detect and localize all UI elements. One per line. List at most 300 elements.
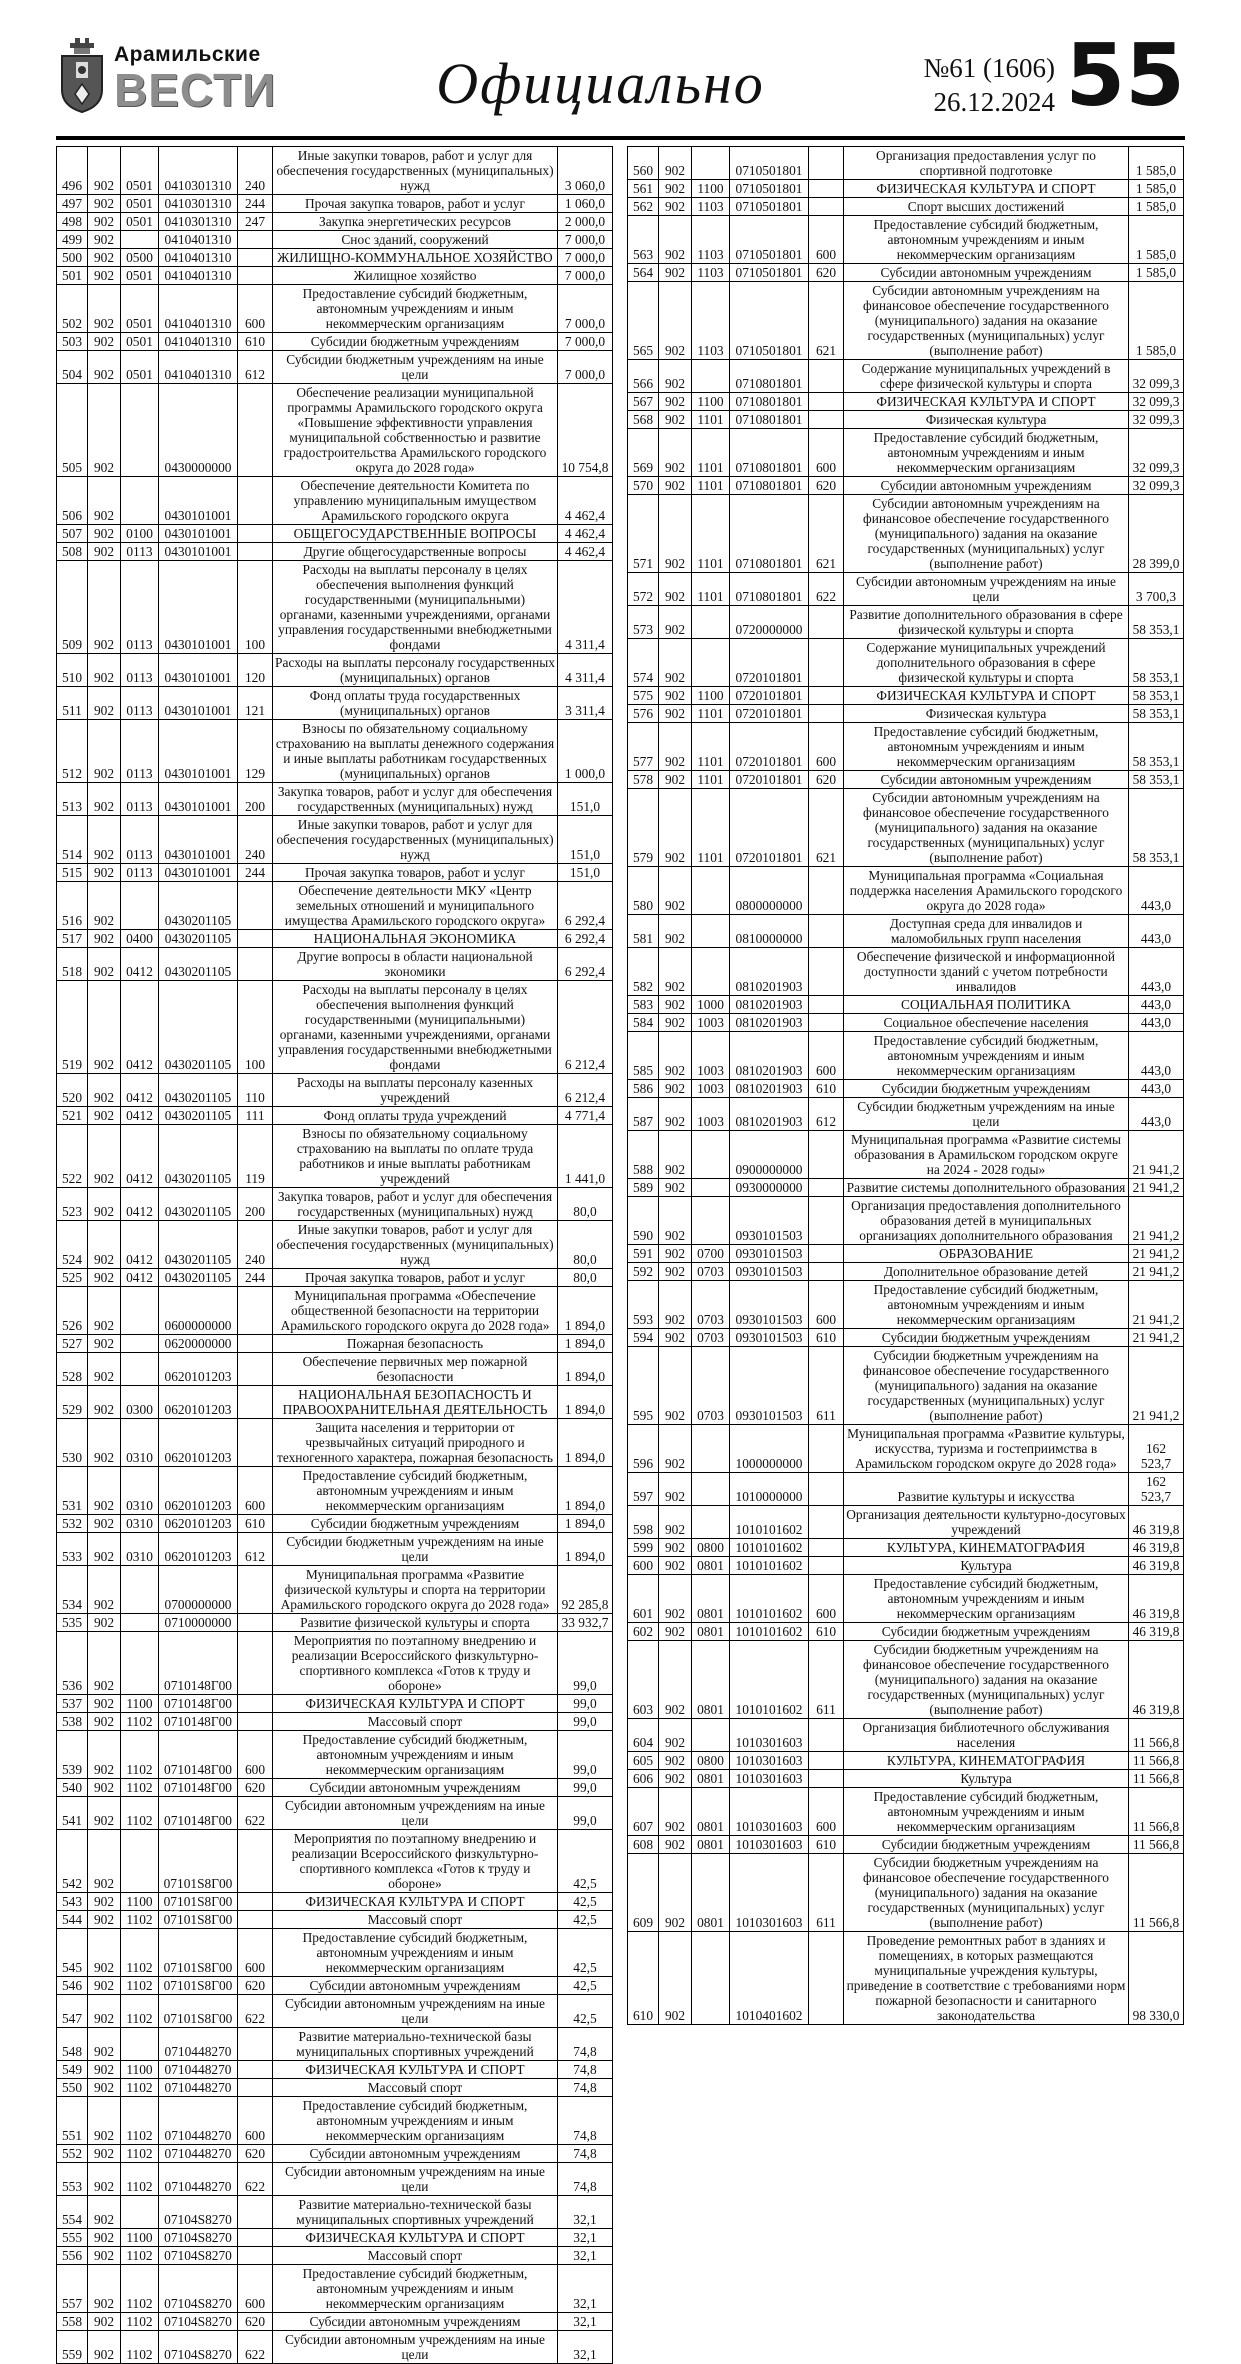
amount-cell: 21 941,2 [1129,1263,1184,1281]
amount-cell: 4 462,4 [558,543,613,561]
budget-table-right [627,146,1184,2025]
table-row [628,1032,1184,1080]
row-number-cell: 507 [57,525,88,543]
amount-cell: 443,0 [1129,1080,1184,1098]
amount-cell: 11 566,8 [1129,1788,1184,1836]
amount-cell: 11 566,8 [1129,1770,1184,1788]
expense-type-cell [238,2028,273,2061]
table-row [57,384,613,477]
table-row [57,1353,613,1386]
expense-type-cell: 600 [809,723,844,771]
grbs-code-cell: 902 [659,198,692,216]
expense-name-cell: Субсидии бюджетным учреждениям на финансовое обеспечение государственного (муниципального) задания на оказание государственных (муниципальных) услуг (выполнение работ) [844,1854,1129,1932]
section-code-cell: 0310 [121,1515,159,1533]
expense-name-cell: Муниципальная программа «Социальная поддержка населения Арамильского городского округа до 2028 года» [844,867,1129,915]
row-number-cell: 580 [628,867,659,915]
expense-type-cell: 622 [238,2163,273,2196]
row-number-cell: 497 [57,195,88,213]
expense-type-cell: 121 [238,687,273,720]
amount-cell: 46 319,8 [1129,1506,1184,1539]
section-code-cell: 1102 [121,2079,159,2097]
table-row [57,654,613,687]
target-article-cell: 0800000000 [730,867,809,915]
section-code-cell: 0501 [121,147,159,195]
row-number-cell: 573 [628,606,659,639]
expense-type-cell [809,147,844,180]
grbs-code-cell: 902 [659,1539,692,1557]
expense-type-cell: 612 [809,1098,844,1131]
section-code-cell: 0800 [692,1539,730,1557]
section-code-cell: 0700 [692,1245,730,1263]
expense-type-cell [809,1539,844,1557]
row-number-cell: 561 [628,180,659,198]
section-code-cell: 1102 [121,1995,159,2028]
expense-type-cell [238,948,273,981]
grbs-code-cell: 902 [88,384,121,477]
grbs-code-cell: 902 [88,2028,121,2061]
target-article-cell: 0620000000 [159,1335,238,1353]
expense-name-cell: ФИЗИЧЕСКАЯ КУЛЬТУРА И СПОРТ [273,1893,558,1911]
row-number-cell: 534 [57,1566,88,1614]
grbs-code-cell: 902 [88,1779,121,1797]
amount-cell: 162 523,7 [1129,1425,1184,1473]
grbs-code-cell: 902 [88,2196,121,2229]
section-code-cell [121,2196,159,2229]
target-article-cell: 0810201903 [730,1080,809,1098]
expense-type-cell: 100 [238,981,273,1074]
target-article-cell: 1010101602 [730,1623,809,1641]
target-article-cell: 0710501801 [730,198,809,216]
section-code-cell: 0703 [692,1329,730,1347]
amount-cell: 99,0 [558,1731,613,1779]
amount-cell: 21 941,2 [1129,1131,1184,1179]
row-number-cell: 515 [57,864,88,882]
table-row [57,2079,613,2097]
expense-type-cell [238,1287,273,1335]
grbs-code-cell: 902 [659,1506,692,1539]
expense-type-cell: 247 [238,213,273,231]
target-article-cell: 0430101001 [159,654,238,687]
target-article-cell: 0720101801 [730,687,809,705]
expense-name-cell: Субсидии автономным учреждениям [844,477,1129,495]
expense-type-cell: 129 [238,720,273,783]
section-code-cell: 0412 [121,948,159,981]
row-number-cell: 557 [57,2265,88,2313]
expense-name-cell: НАЦИОНАЛЬНАЯ ЭКОНОМИКА [273,930,558,948]
amount-cell: 74,8 [558,2079,613,2097]
expense-type-cell: 110 [238,1074,273,1107]
grbs-code-cell: 902 [659,393,692,411]
expense-type-cell: 600 [809,429,844,477]
grbs-code-cell: 902 [659,1281,692,1329]
target-article-cell: 0710148Г00 [159,1713,238,1731]
expense-name-cell: Иные закупки товаров, работ и услуг для обеспечения государственных (муниципальных) нужд [273,1221,558,1269]
table-row [57,2247,613,2265]
section-code-cell: 1100 [121,2229,159,2247]
expense-name-cell: Субсидии автономным учреждениям на финансовое обеспечение государственного (муниципального) задания на оказание государственных (муниципальных) услуг (выполнение работ) [844,282,1129,360]
expense-name-cell: Обеспечение деятельности МКУ «Центр земельных отношений и муниципального имущества Арамильского городского округа» [273,882,558,930]
target-article-cell: 0430101001 [159,561,238,654]
amount-cell: 32 099,3 [1129,411,1184,429]
grbs-code-cell: 902 [88,2265,121,2313]
target-article-cell: 0430101001 [159,864,238,882]
table-row [57,720,613,783]
section-code-cell: 1101 [692,495,730,573]
section-code-cell: 0801 [692,1770,730,1788]
target-article-cell: 0410301310 [159,147,238,195]
row-number-cell: 596 [628,1425,659,1473]
expense-type-cell: 620 [809,477,844,495]
section-code-cell [121,384,159,477]
grbs-code-cell: 902 [88,1977,121,1995]
section-code-cell: 1100 [121,1893,159,1911]
newspaper-logo [56,36,316,114]
expense-type-cell: 240 [238,816,273,864]
section-code-cell: 0801 [692,1788,730,1836]
expense-name-cell: Массовый спорт [273,1713,558,1731]
expense-type-cell: 200 [238,783,273,816]
target-article-cell: 1010301603 [730,1788,809,1836]
target-article-cell: 0430101001 [159,783,238,816]
row-number-cell: 597 [628,1473,659,1506]
amount-cell: 99,0 [558,1779,613,1797]
expense-type-cell: 600 [238,2097,273,2145]
expense-name-cell: Расходы на выплаты персоналу в целях обеспечения выполнения функций государственными (муниципальными) органами, казенными учреждениями, органами управления государственными внебюджетными фондами [273,981,558,1074]
target-article-cell: 0930101503 [730,1281,809,1329]
expense-type-cell [809,1014,844,1032]
expense-name-cell: Развитие системы дополнительного образования [844,1179,1129,1197]
grbs-code-cell: 902 [88,2229,121,2247]
row-number-cell: 544 [57,1911,88,1929]
row-number-cell: 496 [57,147,88,195]
amount-cell: 1 585,0 [1129,216,1184,264]
table-row [57,1269,613,1287]
row-number-cell: 500 [57,249,88,267]
expense-name-cell: Развитие материально-технической базы муниципальных спортивных учреждений [273,2196,558,2229]
expense-name-cell: Организация предоставления дополнительного образования детей в муниципальных организациях дополнительного образования [844,1197,1129,1245]
table-row [628,1770,1184,1788]
amount-cell: 1 894,0 [558,1353,613,1386]
target-article-cell: 1010401602 [730,1932,809,2025]
target-article-cell: 0620101203 [159,1467,238,1515]
section-code-cell: 1000 [692,996,730,1014]
expense-name-cell: Предоставление субсидий бюджетным, автономным учреждениям и иным некоммерческим организациям [273,2097,558,2145]
grbs-code-cell: 902 [659,1245,692,1263]
expense-name-cell: ФИЗИЧЕСКАЯ КУЛЬТУРА И СПОРТ [844,393,1129,411]
expense-name-cell: Предоставление субсидий бюджетным, автономным учреждениям и иным некоммерческим организациям [844,429,1129,477]
grbs-code-cell: 902 [659,360,692,393]
section-code-cell: 1101 [692,573,730,606]
amount-cell: 1 894,0 [558,1335,613,1353]
expense-name-cell: Закупка товаров, работ и услуг для обеспечения государственных (муниципальных) нужд [273,783,558,816]
expense-name-cell: ФИЗИЧЕСКАЯ КУЛЬТУРА И СПОРТ [273,2061,558,2079]
section-code-cell [121,882,159,930]
grbs-code-cell: 902 [659,771,692,789]
table-row [628,1788,1184,1836]
amount-cell: 4 771,4 [558,1107,613,1125]
expense-type-cell [238,543,273,561]
expense-type-cell: 622 [238,1995,273,2028]
table-row [57,147,613,195]
row-number-cell: 514 [57,816,88,864]
section-code-cell: 0801 [692,1575,730,1623]
grbs-code-cell: 902 [659,216,692,264]
target-article-cell: 07101S8Г00 [159,1830,238,1893]
row-number-cell: 608 [628,1836,659,1854]
grbs-code-cell: 902 [659,687,692,705]
table-row [57,2028,613,2061]
amount-cell: 6 212,4 [558,981,613,1074]
row-number-cell: 541 [57,1797,88,1830]
row-number-cell: 539 [57,1731,88,1779]
grbs-code-cell: 902 [88,561,121,654]
expense-type-cell: 600 [238,1731,273,1779]
target-article-cell: 1010301603 [730,1836,809,1854]
budget-table-left [56,146,613,2364]
amount-cell: 58 353,1 [1129,639,1184,687]
row-number-cell: 559 [57,2331,88,2364]
section-code-cell [121,477,159,525]
target-article-cell: 0710801801 [730,429,809,477]
expense-name-cell: Предоставление субсидий бюджетным, автономным учреждениям и иным некоммерческим организациям [844,216,1129,264]
grbs-code-cell: 902 [88,1335,121,1353]
expense-name-cell: Дополнительное образование детей [844,1263,1129,1281]
grbs-code-cell: 902 [88,864,121,882]
expense-name-cell: Жилищное хозяйство [273,267,558,285]
row-number-cell: 564 [628,264,659,282]
amount-cell: 1 441,0 [558,1125,613,1188]
expense-type-cell [238,1893,273,1911]
row-number-cell: 558 [57,2313,88,2331]
expense-name-cell: Иные закупки товаров, работ и услуг для обеспечения государственных (муниципальных) нужд [273,147,558,195]
amount-cell: 42,5 [558,1995,613,2028]
section-code-cell: 0801 [692,1623,730,1641]
target-article-cell: 0930000000 [730,1179,809,1197]
section-code-cell: 0113 [121,720,159,783]
table-row [57,1467,613,1515]
row-number-cell: 498 [57,213,88,231]
row-number-cell: 599 [628,1539,659,1557]
table-row [628,948,1184,996]
row-number-cell: 501 [57,267,88,285]
amount-cell: 80,0 [558,1221,613,1269]
target-article-cell: 0900000000 [730,1131,809,1179]
amount-cell: 21 941,2 [1129,1329,1184,1347]
section-code-cell [692,147,730,180]
table-row [57,525,613,543]
row-number-cell: 593 [628,1281,659,1329]
section-code-cell [121,1632,159,1695]
expense-name-cell: Субсидии бюджетным учреждениям [273,333,558,351]
grbs-code-cell: 902 [88,1893,121,1911]
table-row [628,573,1184,606]
amount-cell: 58 353,1 [1129,789,1184,867]
section-code-cell: 0113 [121,783,159,816]
grbs-code-cell: 902 [88,720,121,783]
row-number-cell: 583 [628,996,659,1014]
table-row [57,2313,613,2331]
newspaper-title-line1: Арамильские [114,43,261,66]
row-number-cell: 610 [628,1932,659,2025]
section-code-cell: 1102 [121,2163,159,2196]
expense-type-cell [809,393,844,411]
section-code-cell: 0412 [121,1188,159,1221]
grbs-code-cell: 902 [88,2145,121,2163]
amount-cell: 1 585,0 [1129,264,1184,282]
grbs-code-cell: 902 [659,705,692,723]
amount-cell: 80,0 [558,1188,613,1221]
grbs-code-cell: 902 [659,948,692,996]
table-row [628,429,1184,477]
target-article-cell: 0710448270 [159,2097,238,2145]
grbs-code-cell: 902 [88,948,121,981]
section-code-cell: 0501 [121,213,159,231]
grbs-code-cell: 902 [659,1836,692,1854]
expense-type-cell [238,1713,273,1731]
expense-type-cell [809,1506,844,1539]
expense-type-cell [238,1695,273,1713]
row-number-cell: 535 [57,1614,88,1632]
section-code-cell [692,360,730,393]
table-row [628,1932,1184,2025]
amount-cell: 1 894,0 [558,1533,613,1566]
grbs-code-cell: 902 [88,1419,121,1467]
amount-cell: 32 099,3 [1129,477,1184,495]
expense-name-cell: Обеспечение физической и информационной доступности зданий с учетом потребности инвалидов [844,948,1129,996]
row-number-cell: 567 [628,393,659,411]
expense-type-cell [238,2079,273,2097]
table-row [628,639,1184,687]
section-code-cell: 0412 [121,1269,159,1287]
grbs-code-cell: 902 [88,654,121,687]
section-code-cell [692,948,730,996]
table-row [57,1731,613,1779]
table-row [628,495,1184,573]
table-row [57,2145,613,2163]
table-row [628,147,1184,180]
expense-name-cell: Спорт высших достижений [844,198,1129,216]
grbs-code-cell: 902 [88,816,121,864]
target-article-cell: 0710801801 [730,573,809,606]
section-code-cell: 0703 [692,1263,730,1281]
row-number-cell: 550 [57,2079,88,2097]
target-article-cell: 0710501801 [730,282,809,360]
grbs-code-cell: 902 [88,1515,121,1533]
grbs-code-cell: 902 [659,1098,692,1131]
table-row [57,1107,613,1125]
amount-cell: 1 894,0 [558,1287,613,1335]
expense-type-cell [238,1830,273,1893]
section-code-cell: 0412 [121,1074,159,1107]
grbs-code-cell: 902 [88,1695,121,1713]
section-code-cell: 0801 [692,1854,730,1932]
amount-cell: 46 319,8 [1129,1557,1184,1575]
amount-cell: 32,1 [558,2331,613,2364]
row-number-cell: 518 [57,948,88,981]
row-number-cell: 587 [628,1098,659,1131]
table-row [57,213,613,231]
row-number-cell: 572 [628,573,659,606]
grbs-code-cell: 902 [659,1263,692,1281]
section-code-cell: 0113 [121,864,159,882]
table-row [57,1221,613,1269]
target-article-cell: 0810201903 [730,996,809,1014]
grbs-code-cell: 902 [659,1014,692,1032]
amount-cell: 6 292,4 [558,882,613,930]
target-article-cell: 07101S8Г00 [159,1929,238,1977]
target-article-cell: 0600000000 [159,1287,238,1335]
masthead [56,26,1185,132]
table-row [57,2229,613,2247]
target-article-cell: 07104S8270 [159,2331,238,2364]
amount-cell: 1 000,0 [558,720,613,783]
amount-cell: 2 000,0 [558,213,613,231]
grbs-code-cell: 902 [88,231,121,249]
section-code-cell: 0501 [121,285,159,333]
grbs-code-cell: 902 [659,1197,692,1245]
row-number-cell: 552 [57,2145,88,2163]
table-row [57,1797,613,1830]
row-number-cell: 532 [57,1515,88,1533]
row-number-cell: 545 [57,1929,88,1977]
section-code-cell [121,1287,159,1335]
section-code-cell: 0800 [692,1752,730,1770]
row-number-cell: 604 [628,1719,659,1752]
grbs-code-cell: 902 [88,249,121,267]
expense-type-cell [809,1425,844,1473]
row-number-cell: 589 [628,1179,659,1197]
section-code-cell: 1003 [692,1080,730,1098]
expense-type-cell: 600 [238,285,273,333]
section-code-cell [121,231,159,249]
target-article-cell: 0430201105 [159,981,238,1074]
grbs-code-cell: 902 [88,1830,121,1893]
expense-name-cell: Субсидии бюджетным учреждениям на финансовое обеспечение государственного (муниципального) задания на оказание государственных (муниципальных) услуг (выполнение работ) [844,1641,1129,1719]
expense-type-cell [809,639,844,687]
expense-name-cell: Мероприятия по поэтапному внедрению и реализации Всероссийского физкультурно-спортивного комплекса «Готов к труду и обороне» [273,1632,558,1695]
expense-type-cell: 620 [809,264,844,282]
target-article-cell: 0710148Г00 [159,1695,238,1713]
amount-cell: 99,0 [558,1713,613,1731]
grbs-code-cell: 902 [88,195,121,213]
expense-name-cell: Субсидии бюджетным учреждениям на иные цели [273,351,558,384]
table-row [57,1287,613,1335]
expense-type-cell [809,1770,844,1788]
section-code-cell: 0412 [121,981,159,1074]
section-code-cell: 1003 [692,1098,730,1131]
expense-type-cell [238,384,273,477]
section-code-cell: 1102 [121,1779,159,1797]
grbs-code-cell: 902 [659,1179,692,1197]
grbs-code-cell: 902 [88,543,121,561]
target-article-cell: 0430101001 [159,720,238,783]
expense-type-cell [809,1179,844,1197]
expense-name-cell: Субсидии бюджетным учреждениям [844,1080,1129,1098]
expense-type-cell: 200 [238,1188,273,1221]
row-number-cell: 527 [57,1335,88,1353]
amount-cell: 46 319,8 [1129,1641,1184,1719]
expense-type-cell: 600 [809,1281,844,1329]
table-row [628,180,1184,198]
grbs-code-cell: 902 [659,1770,692,1788]
target-article-cell: 0710801801 [730,495,809,573]
target-article-cell: 0710801801 [730,411,809,429]
target-article-cell: 07104S8270 [159,2265,238,2313]
table-row [57,1614,613,1632]
expense-name-cell: Субсидии автономным учреждениям [273,2145,558,2163]
table-row [628,1506,1184,1539]
table-row [57,2265,613,2313]
